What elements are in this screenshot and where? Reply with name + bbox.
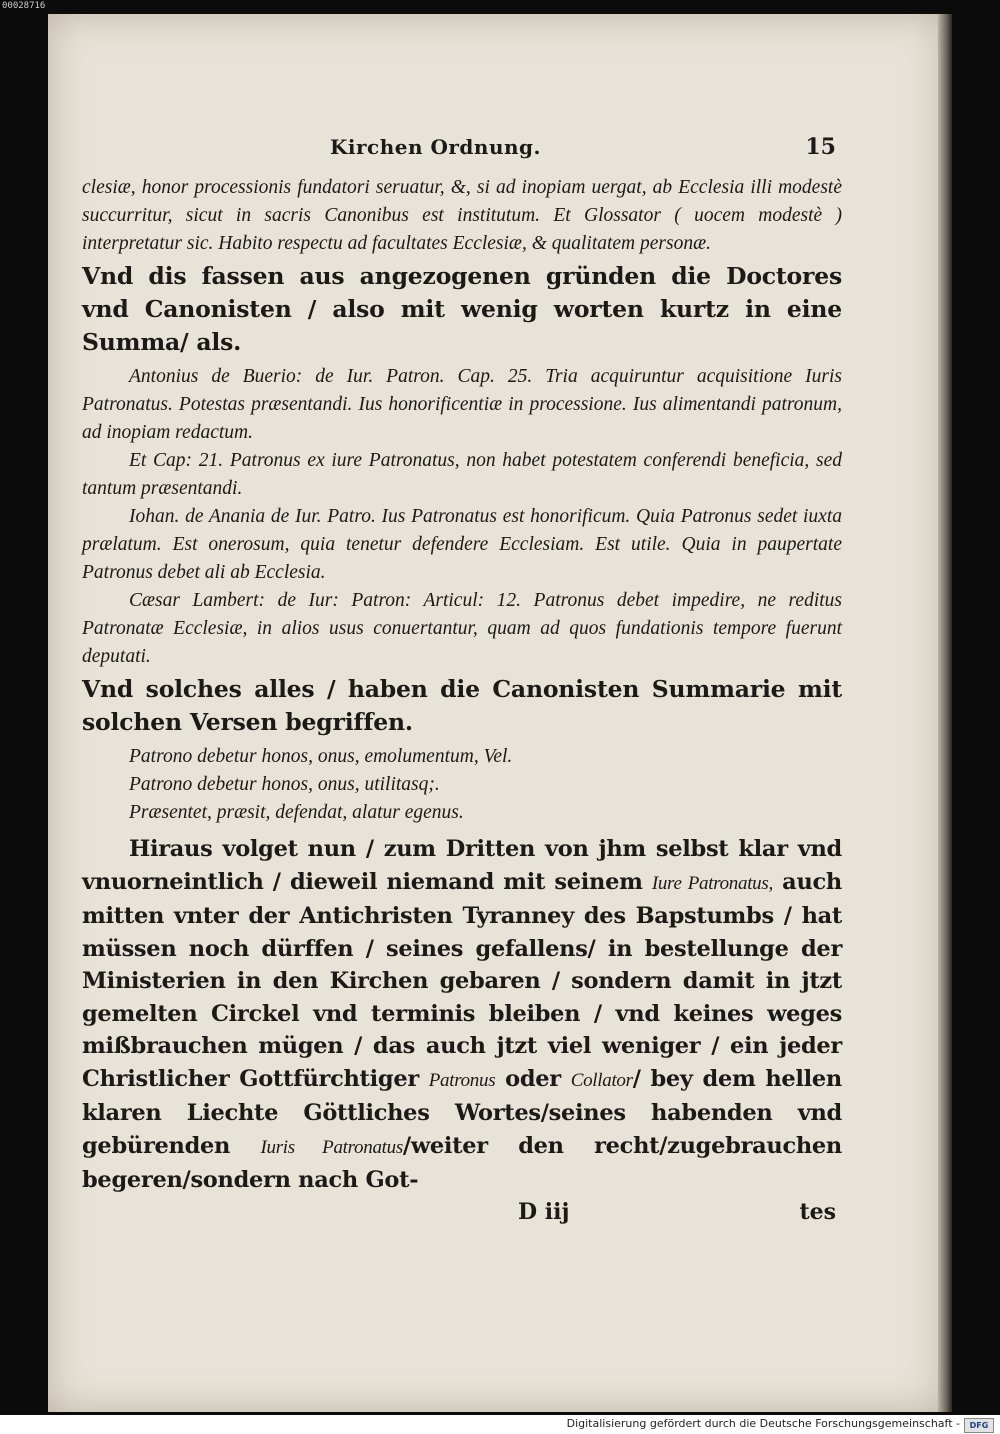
scan-id-label: 00028716 [2, 1, 46, 11]
latin-term: Iure Patronatus, [651, 872, 773, 894]
funding-credit: Digitalisierung gefördert durch die Deutsche Forschungsgemeinschaft - [566, 1417, 960, 1430]
verse-line: Patrono debetur honos, onus, utilitasq;. [129, 774, 440, 795]
text-run: oder [505, 1065, 561, 1092]
folio-number: 15 [805, 134, 836, 160]
signature-mark: D iij [518, 1198, 570, 1225]
german-paragraph: Vnd dis fassen aus angezogenen gründen die Doctores vnd Canonisten / also mit wenig worten kurtz in eine Summa/ als. [82, 262, 842, 356]
catch-line [82, 1199, 842, 1233]
book-page [48, 14, 944, 1412]
verse-line: Patrono debetur honos, onus, emolumentum, Vel. [129, 746, 513, 767]
text-block [82, 134, 842, 1233]
verse-line: Præsentet, præsit, defendat, alatur egenus. [129, 802, 464, 823]
page-edge-shadow [938, 14, 952, 1412]
text-run: / bey dem hellen klaren Liechte Göttliches Wortes/seines habenden vnd gebürenden [82, 1065, 842, 1159]
catchword: tes [799, 1198, 836, 1225]
latin-term: Iuris Patronatus [260, 1136, 403, 1158]
latin-term: Patronus [428, 1069, 496, 1091]
latin-citation: Et Cap: 21. Patronus ex iure Patronatus, non habet potestatem conferendi beneficia, sed tantum præsentandi. [82, 450, 842, 499]
text-run: Hiraus volget nun / zum Dritten von jhm selbst klar vnd vnuorneintlich / dieweil niemand mit seinem [82, 836, 842, 895]
running-title: Kirchen Ordnung. [330, 135, 541, 159]
footer-bar [0, 1415, 1000, 1434]
dfg-logo: DFG [964, 1418, 994, 1433]
german-paragraph: Vnd solches alles / haben die Canonisten Summarie mit solchen Versen begriffen. [82, 675, 842, 736]
running-head [82, 134, 842, 174]
latin-citation: Antonius de Buerio: de Iur. Patron. Cap. 25. Tria acquiruntur acquisitione Iuris Patronatus. Potestas præsentandi. Ius honorificentiæ in processione. Ius alimentandi patronum, ad inopiam redactum. [82, 366, 842, 443]
text-run: auch mitten vnter der Antichristen Tyranney des Bapstumbs / hat müssen noch dürffen / seines gefallens/ in bestellunge der Ministerien in den Kirchen gebaren / sondern damit in jtzt gemelten Circkel vnd terminis bleiben / vnd keines weges mißbrauchen mügen / das auch jtzt viel weniger / ein jeder Christlicher Gottfürchtiger [82, 868, 842, 1092]
latin-citation: Cæsar Lambert: de Iur: Patron: Articul: 12. Patronus debet impedire, ne reditus Patronatæ Ecclesiæ, in alios usus conuertantur, quam ad quos fundationis tempore fuerunt deputati. [82, 590, 842, 667]
text-run: /weiter den recht/zugebrauchen begeren/sondern nach Got- [82, 1132, 842, 1193]
latin-paragraph: clesiæ, honor processionis fundatori seruatur, &, si ad inopiam uergat, ab Ecclesia illi modestè succurritur, sicut in sacris Canonibus est institutum. Et Glossator ( uocem modestè ) interpretatur sic. Habito respectu ad facultates Ecclesiæ, & qualitatem personæ. [82, 177, 842, 254]
latin-citation: Iohan. de Anania de Iur. Patro. Ius Patronatus est honorificum. Quia Patronus sedet iuxta prælatum. Est onerosum, quia tenetur defendere Ecclesiam. Est utile. Quia in paupertate Patronus debet ali ab Ecclesia. [82, 506, 842, 583]
latin-term: Collator [570, 1069, 633, 1091]
german-main-paragraph [82, 833, 842, 1197]
verse-block [82, 743, 842, 827]
